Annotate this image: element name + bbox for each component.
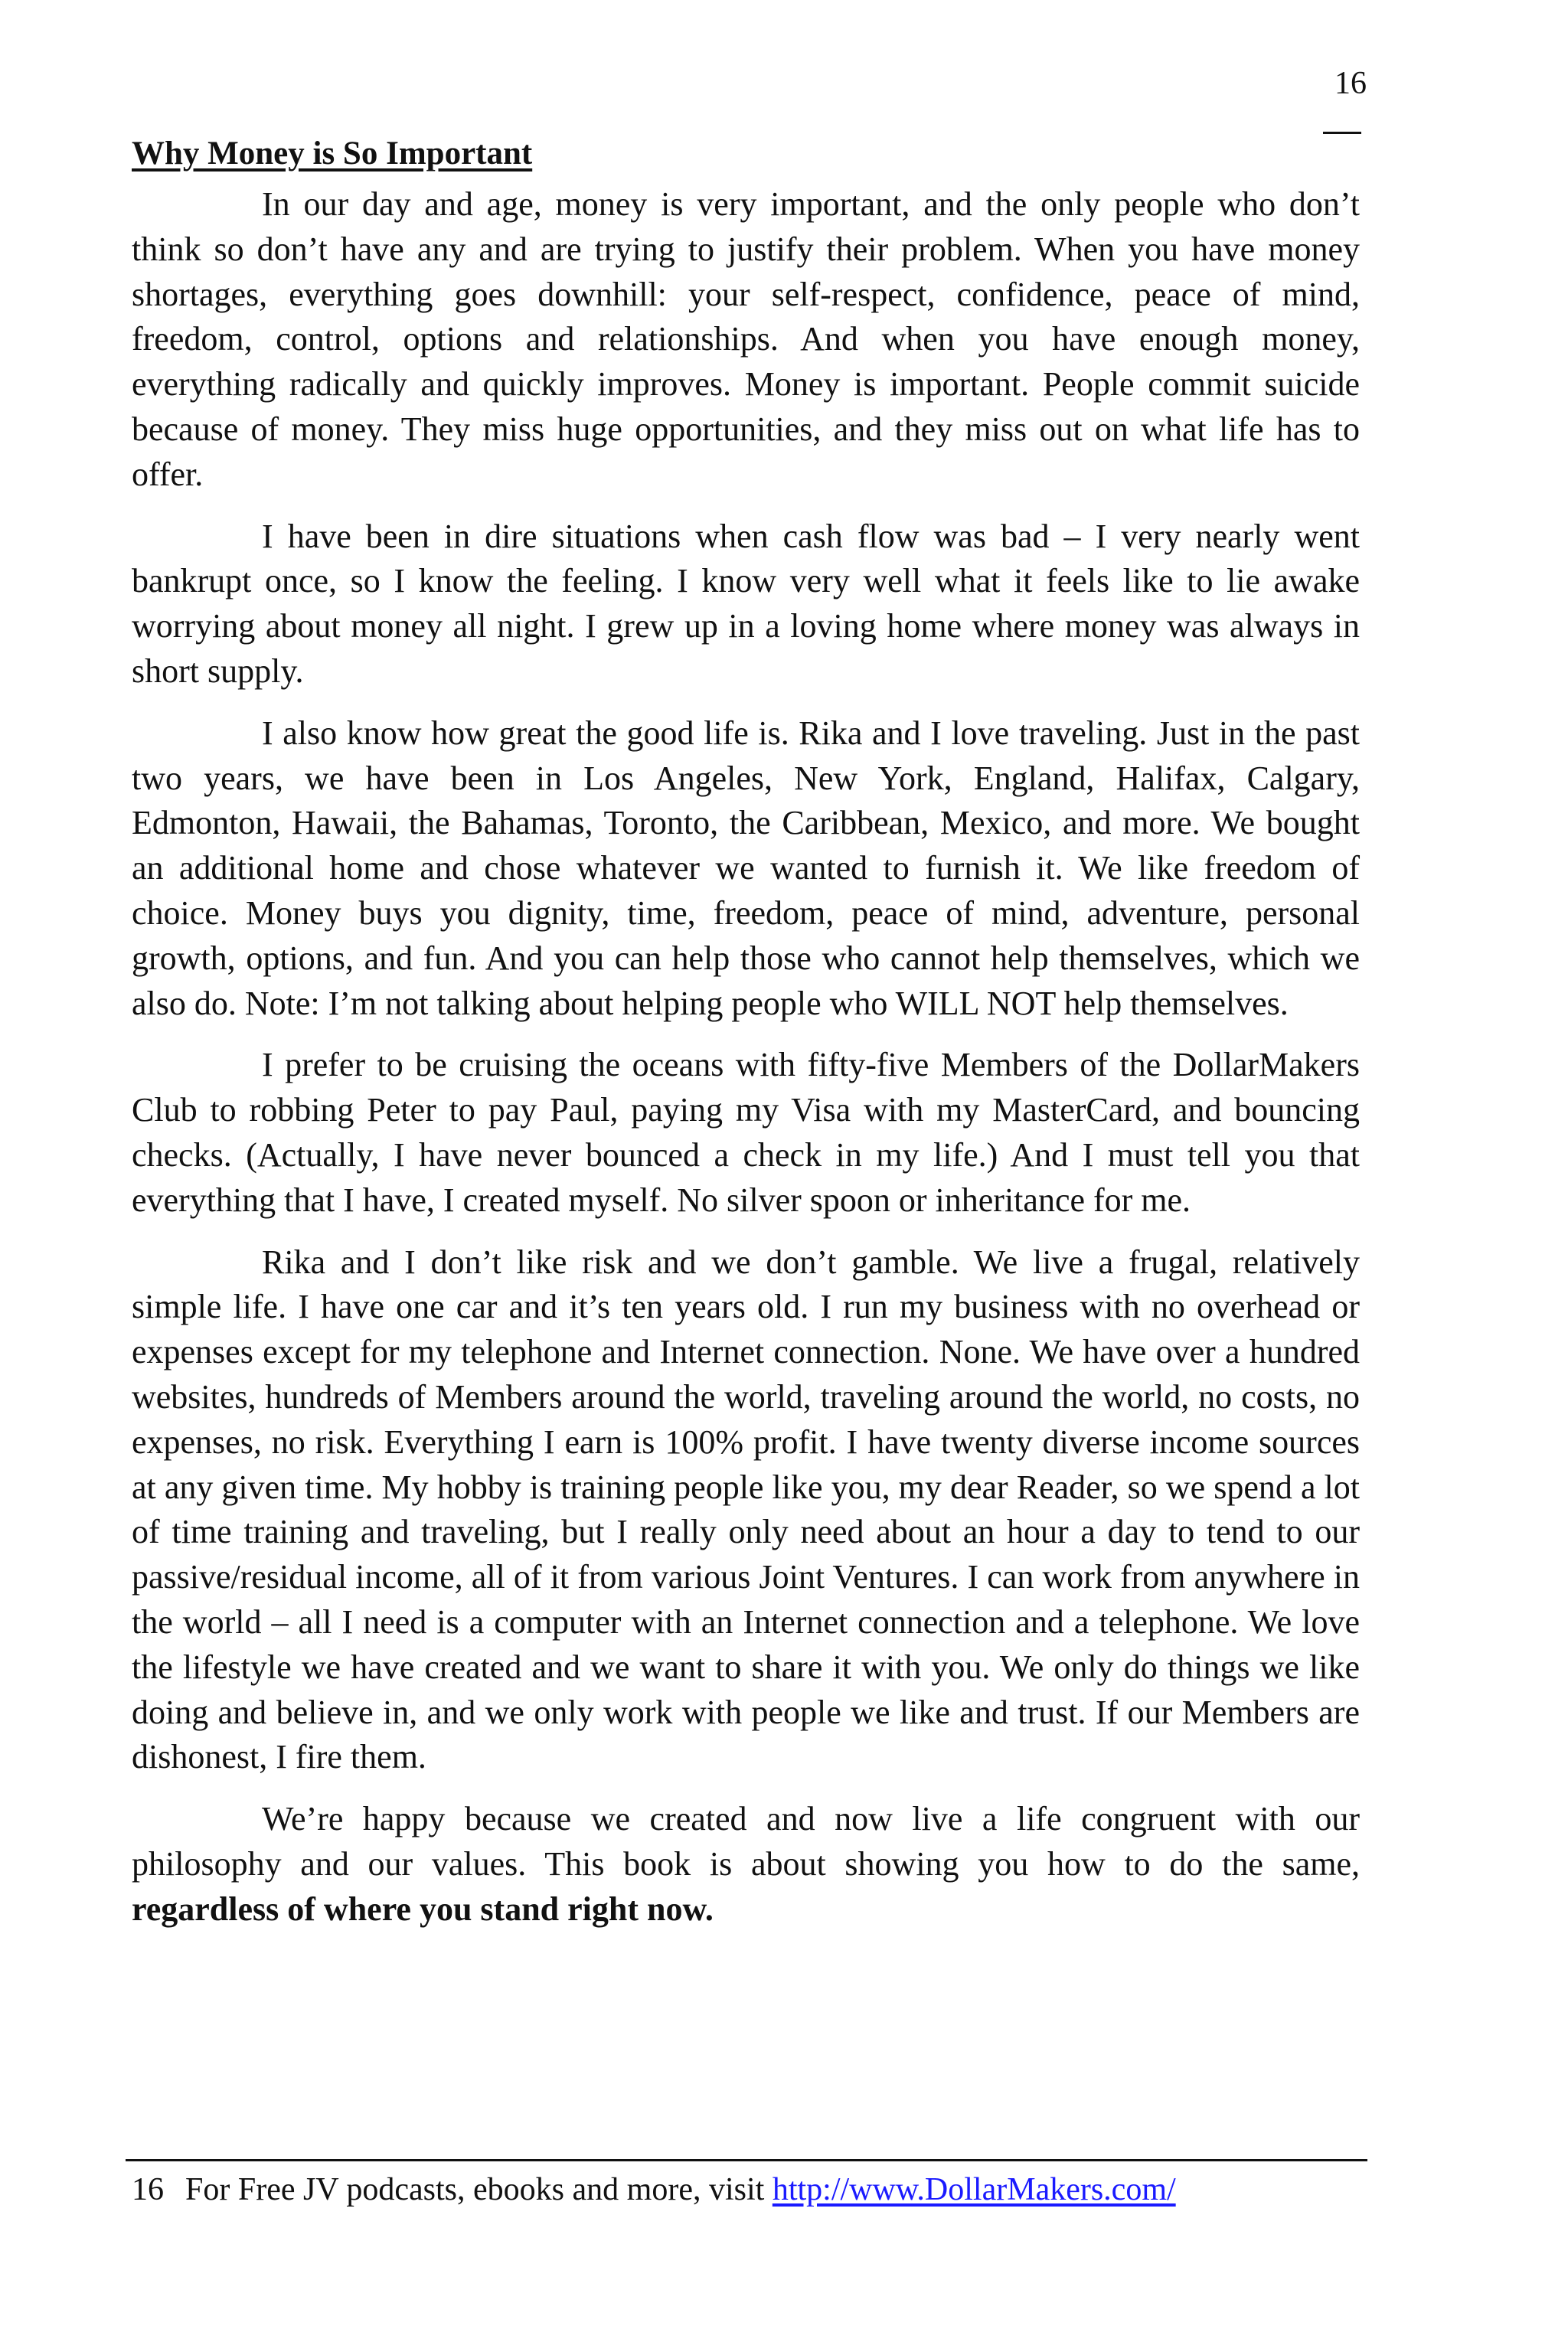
paragraph-3: I also know how great the good life is. Rika and I love traveling. Just in the past two years, we have been in Los Angeles, New York, England, Halifax, Calgary, Edmonton, Hawaii, the Bahamas, Toronto, the Caribbean, Mexico, and more. We bought an additional home and chose whatever we wanted to furnish it. We like freedom of choice. Money buys you dignity, time, freedom, peace of mind, adventure, personal growth, options, and fun. And you can help those who cannot help themselves, which we also do. Note: I’m not talking about helping people who WILL NOT help themselves.	[132, 714, 1360, 1022]
footer-text: For Free JV podcasts, ebooks and more, visit	[185, 2172, 765, 2207]
paragraph-closing	[132, 1797, 1360, 1932]
paragraph-5: Rika and I don’t like risk and we don’t gamble. We live a frugal, relatively simple life. I have one car and it’s ten years old. I run my business with no overhead or expenses except for my telephone and Internet connection. None. We have over a hundred websites, hundreds of Members around the world, traveling around the world, no costs, no expenses, no risk. Everything I earn is 100% profit. I have twenty diverse income sources at any given time. My hobby is training people like you, my dear Reader, so we spend a lot of time training and traveling, but I really only need about an hour a day to tend to our passive/residual income, all of it from various Joint Ventures. I can work from anywhere in the world – all I need is a computer with an Internet connection and a telephone. We love the lifestyle we have created and we want to share it with you. We only do things we like doing and believe in, and we only work with people we like and trust. If our Members are dishonest, I fire them.	[132, 1243, 1360, 1776]
paragraph-1: In our day and age, money is very important, and the only people who don’t think so don’t have any and are trying to justify their problem. When you have money shortages, everything goes downhill: your self-respect, confidence, peace of mind, freedom, control, options and relationships. And when you have enough money, everything radically and quickly improves. Money is important. People commit suicide because of money. They miss huge opportunities, and they miss out on what life has to offer.	[132, 185, 1360, 493]
closing-text: We’re happy because we created and now live a life congruent with our philosophy and our values. This book is about showing you how to do the same,	[132, 1800, 1360, 1883]
paragraph-2: I have been in dire situations when cash flow was bad – I very nearly went bankrupt once, so I know the feeling. I know very well what it feels like to lie awake worrying about money all night. I grew up in a loving home where money was always in short supply.	[132, 517, 1360, 690]
page-body	[132, 132, 1360, 1949]
page-footer	[132, 2168, 1372, 2211]
page-number-top: 16	[1334, 66, 1367, 101]
footer-page-number: 16	[132, 2172, 164, 2207]
section-heading: Why Money is So Important	[132, 136, 533, 172]
footer-rule	[126, 2159, 1367, 2161]
footer-link[interactable]: http://www.DollarMakers.com/	[772, 2172, 1176, 2207]
closing-bold-text: regardless of where you stand right now.	[132, 1890, 714, 1928]
paragraph-4: I prefer to be cruising the oceans with fifty-five Members of the DollarMakers Club to robbing Peter to pay Paul, paying my Visa with my MasterCard, and bouncing checks. (Actually, I have never bounced a check in my life.) And I must tell you that everything that I have, I created myself. No silver spoon or inheritance for me.	[132, 1046, 1360, 1219]
